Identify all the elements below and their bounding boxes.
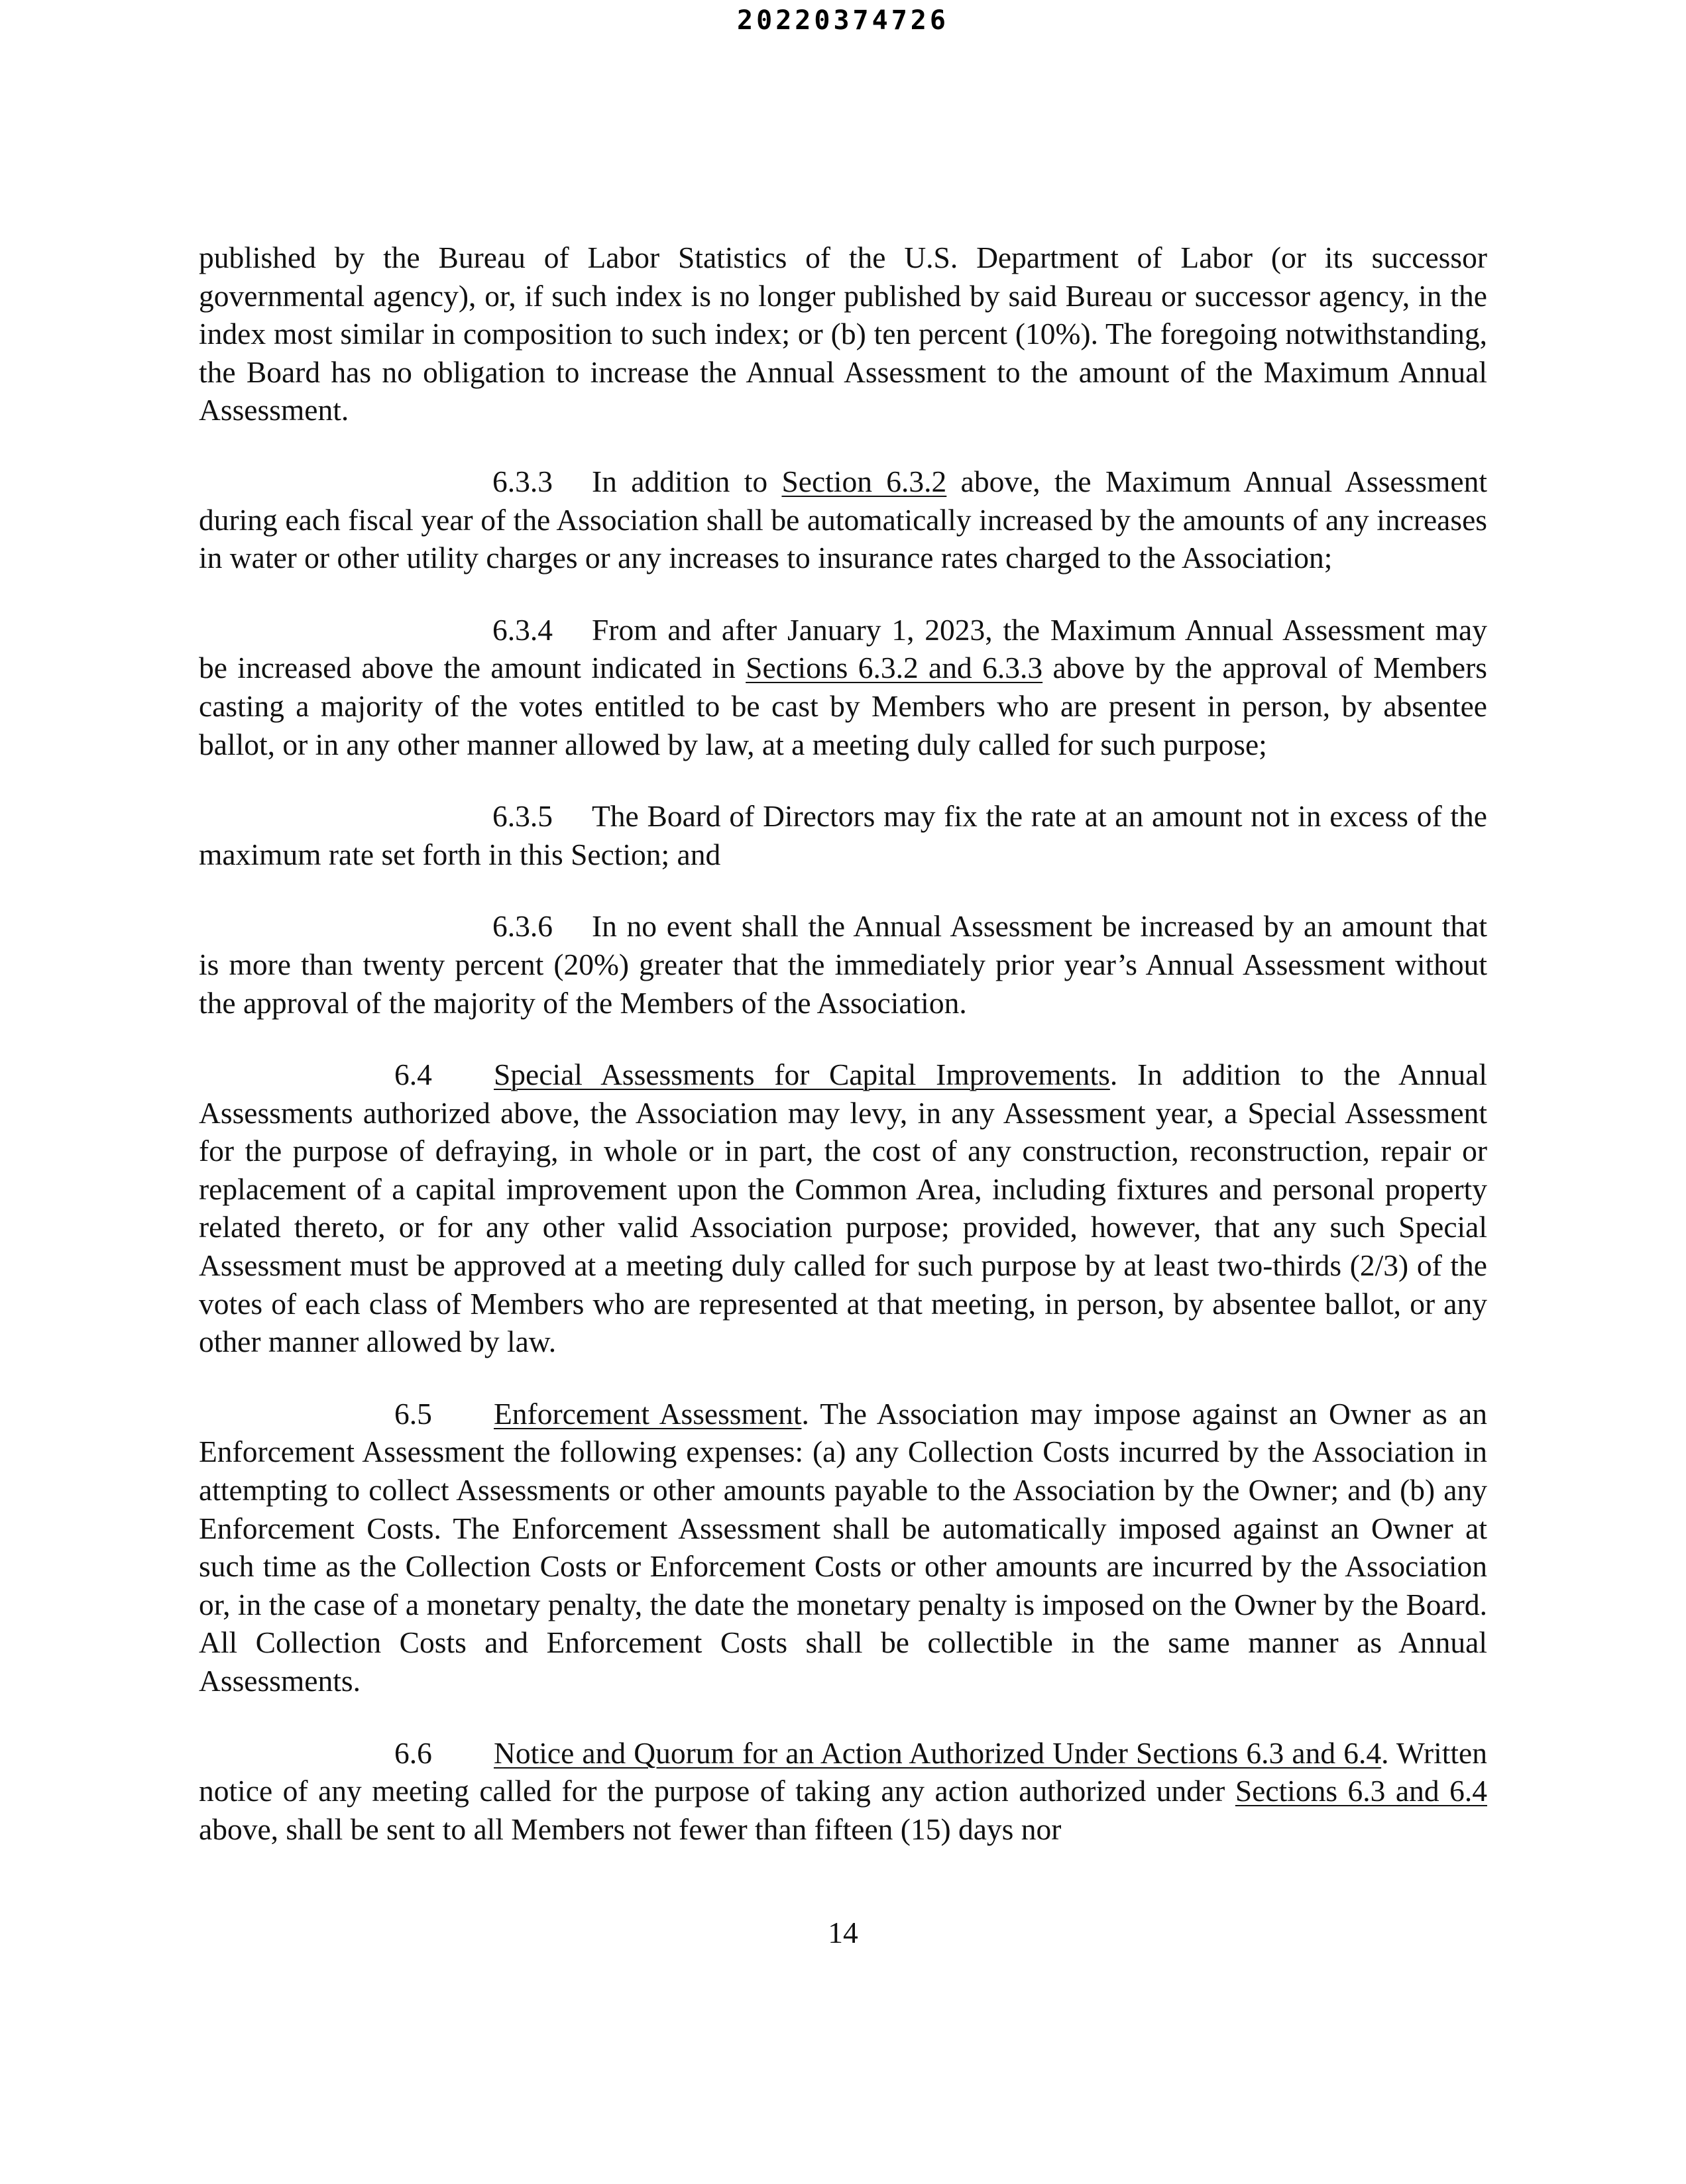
section-text: The Board of Directors may fix the rate at an amount not in excess of the maximum rate set forth in this Section; and [199,799,1487,871]
paragraph-intro [199,239,1487,429]
section-heading: Notice and Quorum for an Action Authorized Under Sections 6.3 and 6.4 [494,1735,1382,1770]
section-text-post: above, shall be sent to all Members not fewer than fifteen (15) days nor [199,1812,1062,1846]
section-number: 6.3.3 [492,464,553,498]
section-reference: Sections 6.3.2 and 6.3.3 [746,651,1043,685]
section-text-post: above, the Maximum Annual Assessment during each fiscal year of the Association shall be automatically increased by the amounts of any increases in water or other utility charges or any increases to insurance rates charged to the Association; [199,464,1487,575]
section-number: 6.5 [394,1396,432,1431]
section-number: 6.3.6 [492,909,553,944]
section-number: 6.3.4 [492,612,553,647]
section-heading: Special Assessments for Capital Improvements [494,1058,1110,1092]
section-number: 6.4 [394,1058,432,1092]
section-6-3-6 [199,907,1487,1022]
page-number: 14 [828,1916,858,1949]
section-6-6 [199,1734,1487,1849]
section-reference: Section 6.3.2 [781,464,947,498]
section-text-pre: From and after January 1, 2023, the Maximum Annual Assessment may be increased above the amount indicated in [199,612,1487,685]
section-heading-end: . [1381,1735,1389,1770]
section-text: . The Association may impose against an Owner as an Enforcement Assessment the following expenses: (a) any Collection Costs incurred by the Association in attempting to collect Assessments or other amounts payable to the Association by the Owner; and (b) any Enforcement Costs. The Enforcement Assessment shall be automatically imposed against an Owner at such time as the Collection Costs or Enforcement Costs or other amounts are incurred by the Association or, in the case of a monetary penalty, the date the monetary penalty is imposed on the Owner by the Board. All Collection Costs and Enforcement Costs shall be collectible in the same manner as Annual Assessments. [199,1396,1487,1698]
document-number: 20220374726 [737,5,949,36]
section-number: 6.3.5 [492,799,553,834]
section-text: In no event shall the Annual Assessment be increased by an amount that is more than twenty percent (20%) greater that the immediately prior year’s Annual Assessment without the approval of the majority of the Members of the Association. [199,909,1487,1020]
section-reference: Sections 6.3 and 6.4 [1235,1774,1487,1808]
section-text-pre: In addition to [592,464,782,498]
section-6-3-3 [199,463,1487,577]
section-text: . In addition to the Annual Assessments authorized above, the Association may levy, in any Assessment year, a Special Assessment for the purpose of defraying, in whole or in part, the cost of any construction, reconstruction, repair or replacement of a capital improvement upon the Common Area, including fixtures and personal property related thereto, or for any other valid Association purpose; provided, however, that any such Special Assessment must be approved at a meeting duly called for such purpose by at least two-thirds (2/3) of the votes of each class of Members who are represented at that meeting, in person, by absentee ballot, or any other manner allowed by law. [199,1058,1487,1359]
paragraph-text: published by the Bureau of Labor Statistics of the U.S. Department of Labor (or its successor governmental agency), or, if such index is no longer published by said Bureau or successor agency, in the index most similar in composition to such index; or (b) ten percent (10%). The foregoing notwithstanding, the Board has no obligation to increase the Annual Assessment to the amount of the Maximum Annual Assessment. [199,241,1487,427]
section-6-3-5 [199,797,1487,873]
section-heading: Enforcement Assessment [494,1396,802,1431]
section-text-post: above by the approval of Members casting a majority of the votes entitled to be cast by Members who are present in person, by absentee ballot, or in any other manner allowed by law, at a meeting duly called for such purpose; [199,651,1487,761]
section-number: 6.6 [394,1735,432,1770]
section-6-5 [199,1395,1487,1700]
page-body [199,239,1487,1848]
section-6-3-4 [199,611,1487,763]
section-text-pre: Written notice of any meeting called for the purpose of taking any action authorized under [199,1735,1487,1808]
section-6-4 [199,1056,1487,1361]
